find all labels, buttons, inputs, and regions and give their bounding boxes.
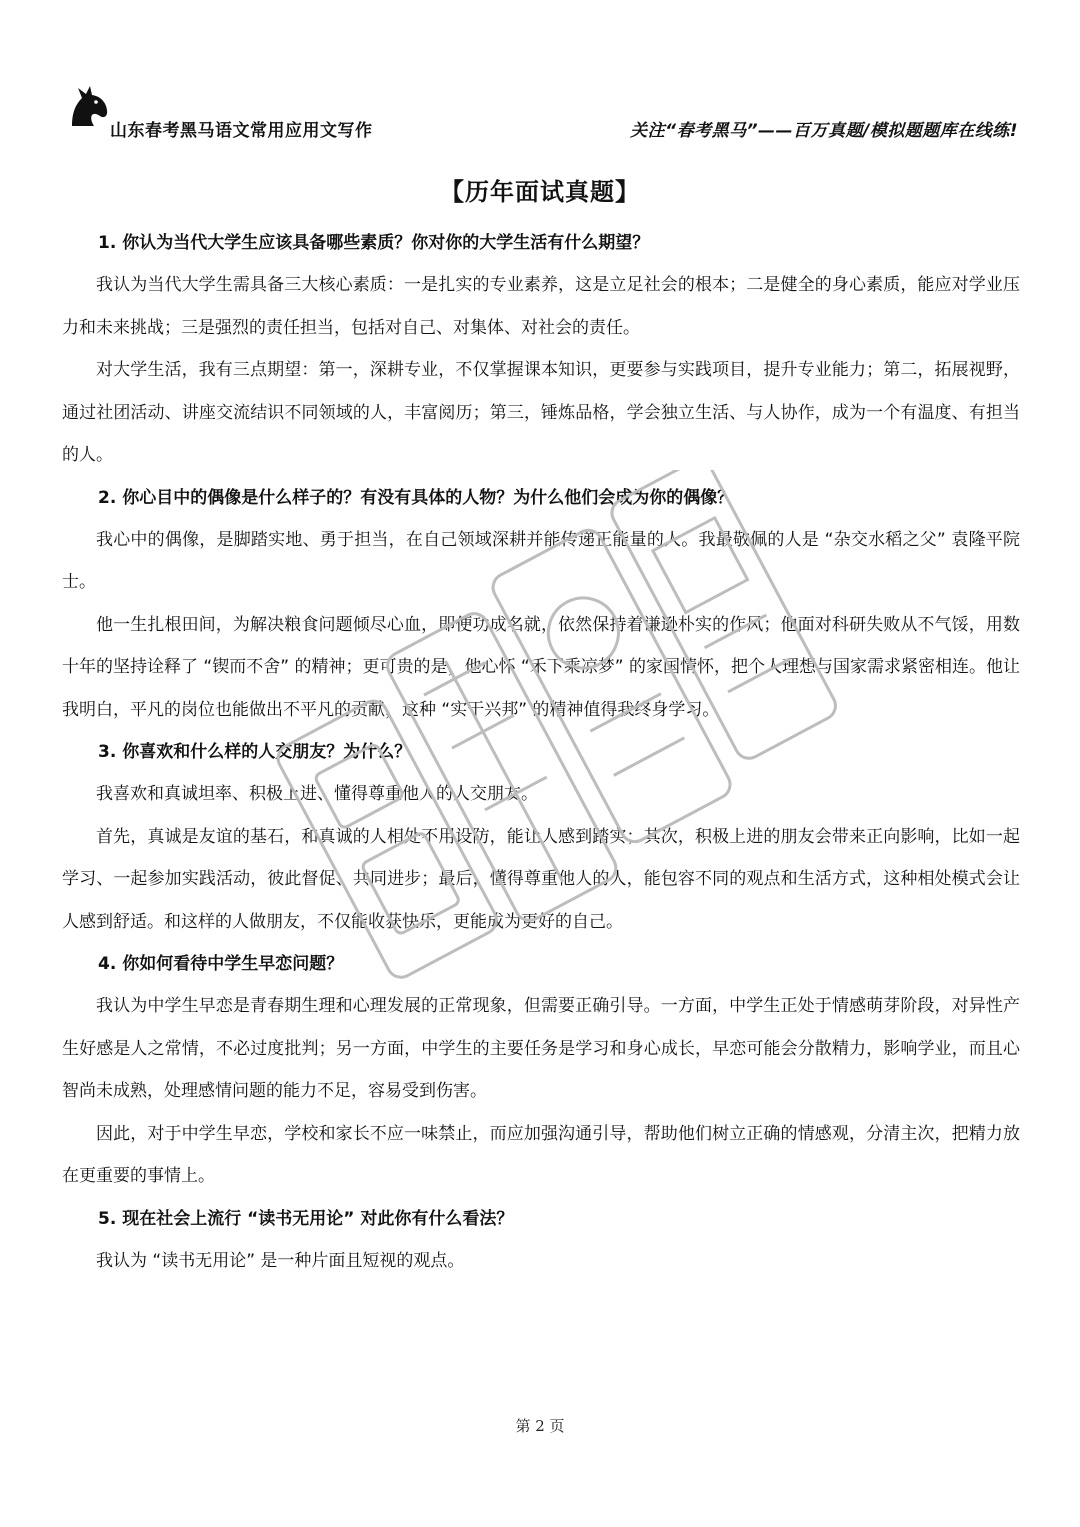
page-header <box>62 80 1018 140</box>
page-title: 【历年面试真题】 <box>440 178 640 206</box>
answer-paragraph: 我喜欢和真诚坦率、积极上进、懂得尊重他人的人交朋友。 <box>96 784 538 804</box>
qa-section-3 <box>62 731 1020 943</box>
qa-section-1 <box>62 222 1020 477</box>
answer-paragraph: 我心中的偶像，是脚踏实地、勇于担当，在自己领域深耕并能传递正能量的人。我最敬佩的人是 “杂交水稻之父” 袁隆平院士。 <box>62 529 1020 592</box>
question-2: 2. 你心目中的偶像是什么样子的？有没有具体的人物？为什么他们会成为你的偶像？ <box>98 487 735 508</box>
qa-section-2 <box>62 477 1020 732</box>
answer-paragraph: 首先，真诚是友谊的基石，和真诚的人相处不用设防，能让人感到踏实；其次，积极上进的朋友会带来正向影响，比如一起学习、一起参加实践活动，彼此督促、共同进步；最后，懂得尊重他人的人，能包容不同的观点和生活方式，这种相处模式会让人感到舒适。和这样的人做朋友，不仅能收获快乐，更能成为更好的自己。 <box>62 826 1020 932</box>
header-left-text: 山东春考黑马语文常用应用文写作 <box>110 121 373 141</box>
question-3: 3. 你喜欢和什么样的人交朋友？为什么？ <box>98 742 412 762</box>
qa-content <box>62 222 1020 1282</box>
answer-paragraph: 我认为中学生早恋是青春期生理和心理发展的正常现象，但需要正确引导。一方面，中学生正处于情感萌芽阶段，对异性产生好感是人之常情，不必过度批判；另一方面，中学生的主要任务是学习和身心成长，早恋可能会分散精力，影响学业，而且心智尚未成熟，处理感情问题的能力不足，容易受到伤害。 <box>62 996 1020 1101</box>
answer-paragraph: 因此，对于中学生早恋，学校和家长不应一味禁止，而应加强沟通引导，帮助他们树立正确的情感观，分清主次，把精力放在更重要的事情上。 <box>62 1123 1020 1186</box>
answer-paragraph: 他一生扎根田间，为解决粮食问题倾尽心血，即便功成名就，依然保持着谦逊朴实的作风；他面对科研失败从不气馁，用数十年的坚持诠释了 “锲而不舍” 的精神；更可贵的是，他心怀 “禾下乘凉梦” 的家国情怀，把个人理想与国家需求紧密相连。他让我明白，平凡的岗位也能做出不平凡的贡献，这种 “实干兴邦” 的精神值得我终身学习。 <box>62 614 1020 720</box>
question-4: 4. 你如何看待中学生早恋问题？ <box>98 954 344 974</box>
answer-paragraph: 我认为当代大学生需具备三大核心素质：一是扎实的专业素养，这是立足社会的根本；二是健全的身心素质，能应对学业压力和未来挑战；三是强烈的责任担当，包括对自己、对集体、对社会的责任。 <box>62 275 1020 338</box>
header-right-text: 关注“春考黑马”——百万真题/模拟题题库在线练! <box>630 121 1018 141</box>
qa-section-4 <box>62 943 1020 1198</box>
answer-paragraph: 我认为 “读书无用论” 是一种片面且短视的观点。 <box>96 1250 465 1271</box>
qa-section-5 <box>62 1198 1020 1283</box>
horse-head-logo-icon <box>66 82 110 128</box>
question-5: 5. 现在社会上流行 “读书无用论” 对此你有什么看法？ <box>98 1208 514 1229</box>
question-1: 1. 你认为当代大学生应该具备哪些素质？你对你的大学生活有什么期望？ <box>98 233 650 253</box>
answer-paragraph: 对大学生活，我有三点期望：第一，深耕专业，不仅掌握课本知识，更要参与实践项目，提升专业能力；第二，拓展视野，通过社团活动、讲座交流结识不同领域的人，丰富阅历；第三，锤炼品格，学会独立生活、与人协作，成为一个有温度、有担当的人。 <box>62 360 1020 465</box>
page-number: 第 2 页 <box>515 1417 565 1435</box>
